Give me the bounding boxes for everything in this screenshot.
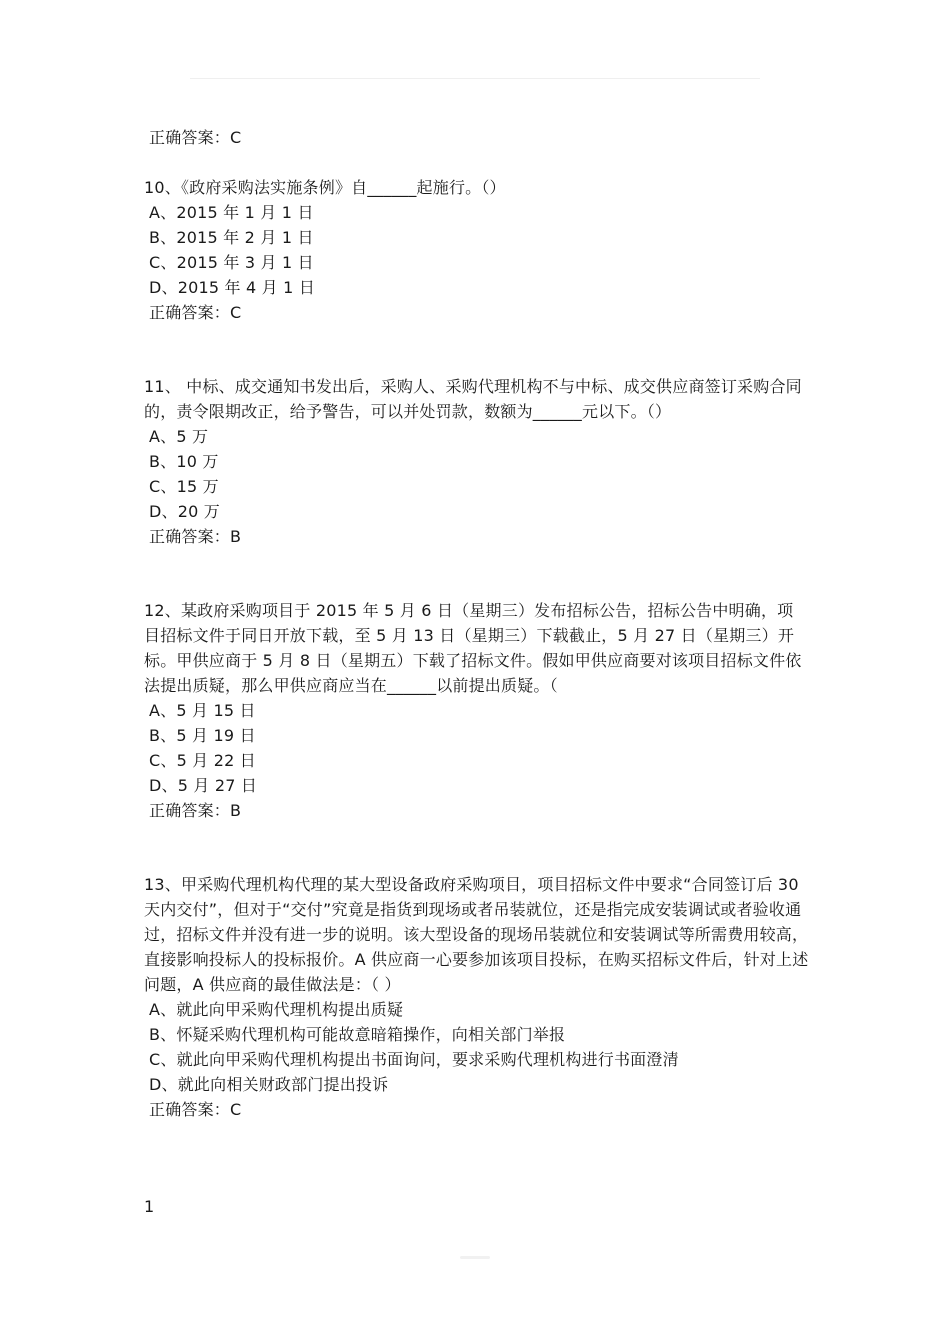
question-9-tail — [144, 125, 809, 150]
option-a: A、就此向甲采购代理机构提出质疑 — [149, 1000, 404, 1019]
question-text: 12、某政府采购项目于 2015 年 5 月 6 日（星期三）发布招标公告，招标公告中明确，项目招标文件于同日开放下载，至 5 月 13 日（星期三）下载截止，5 月 27 日（星期三）开标。甲供应商于 5 月 8 日（星期五）下载了招标文件。假如甲供应商要对该项目招标文件依法提出质疑，那么甲供应商应当在______以前提出质疑。（ — [144, 601, 802, 695]
question-13 — [144, 872, 809, 1122]
footer-watermark — [460, 1256, 490, 1259]
option-c: C、5 月 22 日 — [149, 751, 256, 770]
answer-line: 正确答案：B — [149, 801, 242, 820]
option-b: B、10 万 — [149, 452, 219, 471]
option-d: D、5 月 27 日 — [149, 776, 258, 795]
option-d: D、2015 年 4 月 1 日 — [149, 278, 316, 297]
header-rule — [190, 78, 760, 79]
option-a: A、2015 年 1 月 1 日 — [149, 203, 314, 222]
question-10 — [144, 175, 809, 325]
option-c: C、15 万 — [149, 477, 219, 496]
option-d: D、就此向相关财政部门提出投诉 — [149, 1075, 389, 1094]
answer-line: 正确答案：C — [149, 128, 242, 147]
option-b: B、怀疑采购代理机构可能故意暗箱操作，向相关部门举报 — [149, 1025, 566, 1044]
answer-line: 正确答案：B — [149, 527, 242, 546]
option-c: C、2015 年 3 月 1 日 — [149, 253, 314, 272]
question-text: 11、 中标、成交通知书发出后，采购人、采购代理机构不与中标、成交供应商签订采购合同的，责令限期改正，给予警告，可以并处罚款，数额为______元以下。（） — [144, 377, 802, 421]
option-c: C、就此向甲采购代理机构提出书面询问，要求采购代理机构进行书面澄清 — [149, 1050, 679, 1069]
question-11 — [144, 374, 809, 549]
question-text: 13、甲采购代理机构代理的某大型设备政府采购项目，项目招标文件中要求“合同签订后 30 天内交付”，但对于“交付”究竟是指货到现场或者吊装就位，还是指完成安装调试或者验收通过，招标文件并没有进一步的说明。该大型设备的现场吊装就位和安装调试等所需费用较高，直接影响投标人的投标报价。A 供应商一心要参加该项目投标，在购买招标文件后，针对上述问题，A 供应商的最佳做法是：（ ） — [144, 875, 809, 994]
option-b: B、2015 年 2 月 1 日 — [149, 228, 314, 247]
question-12 — [144, 598, 809, 823]
option-a: A、5 万 — [149, 427, 209, 446]
question-text: 10、《政府采购法实施条例》自______起施行。（） — [144, 178, 506, 197]
answer-line: 正确答案：C — [149, 1100, 242, 1119]
answer-line: 正确答案：C — [149, 303, 242, 322]
page-number: 1 — [144, 1197, 155, 1216]
option-a: A、5 月 15 日 — [149, 701, 256, 720]
option-b: B、5 月 19 日 — [149, 726, 256, 745]
option-d: D、20 万 — [149, 502, 220, 521]
